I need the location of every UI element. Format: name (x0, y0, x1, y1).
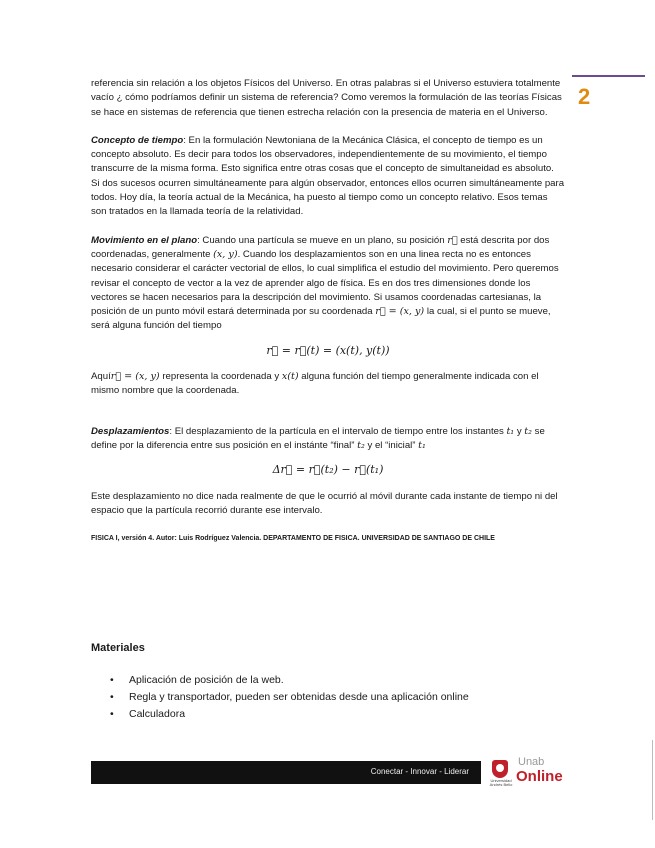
math-inline: x(t) (281, 371, 299, 383)
paragraph-reference-systems: referencia sin relación a los objetos Físicos del Universo. En otras palabras si el Universo estuviera totalmente vacío ¿ cómo podríamos definir un sistema de referencia? Como veremos la formulación de las teorías Físicas se hace en sistemas de referencia que tienen estrecha relación con la presencia de materia en el Universo. (91, 78, 562, 118)
term-movimiento-plano: Movimiento en el plano (91, 234, 198, 246)
paragraph-plane-motion (91, 234, 565, 334)
paragraph-displacement-note: Este desplazamiento no dice nada realmente de que le ocurrió al móvil durante cada instante de tiempo ni del espacio que la partícula recorrió durante ese intervalo. (91, 490, 558, 516)
list-item: • Aplicación de posición de la web. (110, 672, 469, 689)
logo-university-name: Universidad Andrés Bello (489, 778, 513, 787)
paragraph-text: está descrita por dos coordenadas, generalmente (91, 234, 550, 260)
paragraph-here (91, 370, 565, 399)
document-body (91, 77, 565, 546)
list-item: • Calculadora (110, 706, 469, 723)
paragraph-text: representa la coordenada y (162, 371, 280, 383)
materials-heading: Materiales (91, 642, 145, 654)
term-desplazamientos: Desplazamientos (91, 425, 170, 437)
equation-displacement: Δr⃗ = r⃗(t₂) − r⃗(t₁) (272, 463, 384, 477)
university-shield-icon (492, 760, 508, 778)
math-inline: r⃗ = (x, y) (110, 371, 160, 383)
paragraph-text: . Cuando los desplazamientos son en una linea recta no es entonces necesario considerar el carácter vectorial de ellos, lo cual simplifica el estudio del movimiento. Pero queremos revisar el concepto de vector a la vez de aprender algo de física. Es en dos tres dimensiones donde los vectores se hacen necesarios para la descripción del movimiento. Si usamos coordenadas cartesianas, la posición de un punto móvil estará determinada por su coordenada (91, 248, 559, 318)
math-inline: t₁ (418, 439, 426, 451)
term-concepto-tiempo: Concepto de tiempo (91, 134, 184, 146)
math-inline: (x, y) (213, 248, 238, 260)
equation-position: r⃗ = r⃗(t) = (x(t), y(t)) (266, 343, 390, 357)
paragraph-text: Aquí (91, 371, 111, 383)
footer-bar (91, 761, 481, 784)
paragraph-text: alguna función del tiempo generalmente indicada con el mismo nombre que la coordenada. (91, 371, 539, 397)
logo-unab-text: Unab (518, 756, 545, 768)
scrollbar-track[interactable] (652, 740, 653, 820)
paragraph-text: : Cuando una partícula se mueve en un plano, su posición (197, 234, 445, 246)
paragraph-displacements (91, 425, 565, 454)
math-inline: t₂ (357, 439, 365, 451)
list-item: • Regla y transportador, pueden ser obtenidas desde una aplicación online (110, 689, 469, 706)
math-inline: r⃗ = (x, y) (375, 306, 425, 318)
math-inline: t₁ (506, 425, 515, 437)
paragraph-text: se define por la diferencia entre sus posición en el instánte “final” (91, 425, 545, 451)
paragraph-text: y el “inicial” (367, 439, 416, 451)
math-inline: r⃗ (447, 234, 458, 246)
paragraph-text: la cual, si el punto se mueve, será alguna función del tiempo (91, 306, 551, 332)
author-credit: FISICA I, versión 4. Autor: Luis Rodríguez Valencia. DEPARTAMENTO DE FISICA. UNIVERSIDAD DE SANTIAGO DE CHILE (91, 535, 495, 543)
paragraph-text: : El desplazamiento de la partícula en el intervalo de tiempo entre los instantes (169, 425, 504, 437)
paragraph-text: y (516, 425, 522, 437)
unab-online-logo (489, 756, 567, 788)
footer-slogan: Conectar - Innovar - Liderar (370, 767, 469, 776)
paragraph-text: : En la formulación Newtoniana de la Mecánica Clásica, el concepto de tiempo es un concepto absoluto. Es decir para todos los observadores, independientemente de su movimiento, el tiempo transcurre de la misma forma. Esto significa entre otras cosas que el concepto de simultaneidad es absoluto. Si dos sucesos ocurren simultáneamente para algún observador, entonces ellos ocurren simultáneamente para todos. Hoy día, la teoría actual de la Mecánica, ha puesto al tiempo como un concepto relativo. Esos temas son tratados en la llamada teoría de la relatividad. (91, 134, 565, 218)
paragraph-time-concept (91, 134, 565, 220)
math-inline: t₂ (524, 425, 532, 437)
materials-list (110, 672, 469, 723)
header-rule (572, 75, 645, 77)
logo-online-text: Online (516, 768, 563, 785)
page-number: 2 (578, 84, 591, 109)
